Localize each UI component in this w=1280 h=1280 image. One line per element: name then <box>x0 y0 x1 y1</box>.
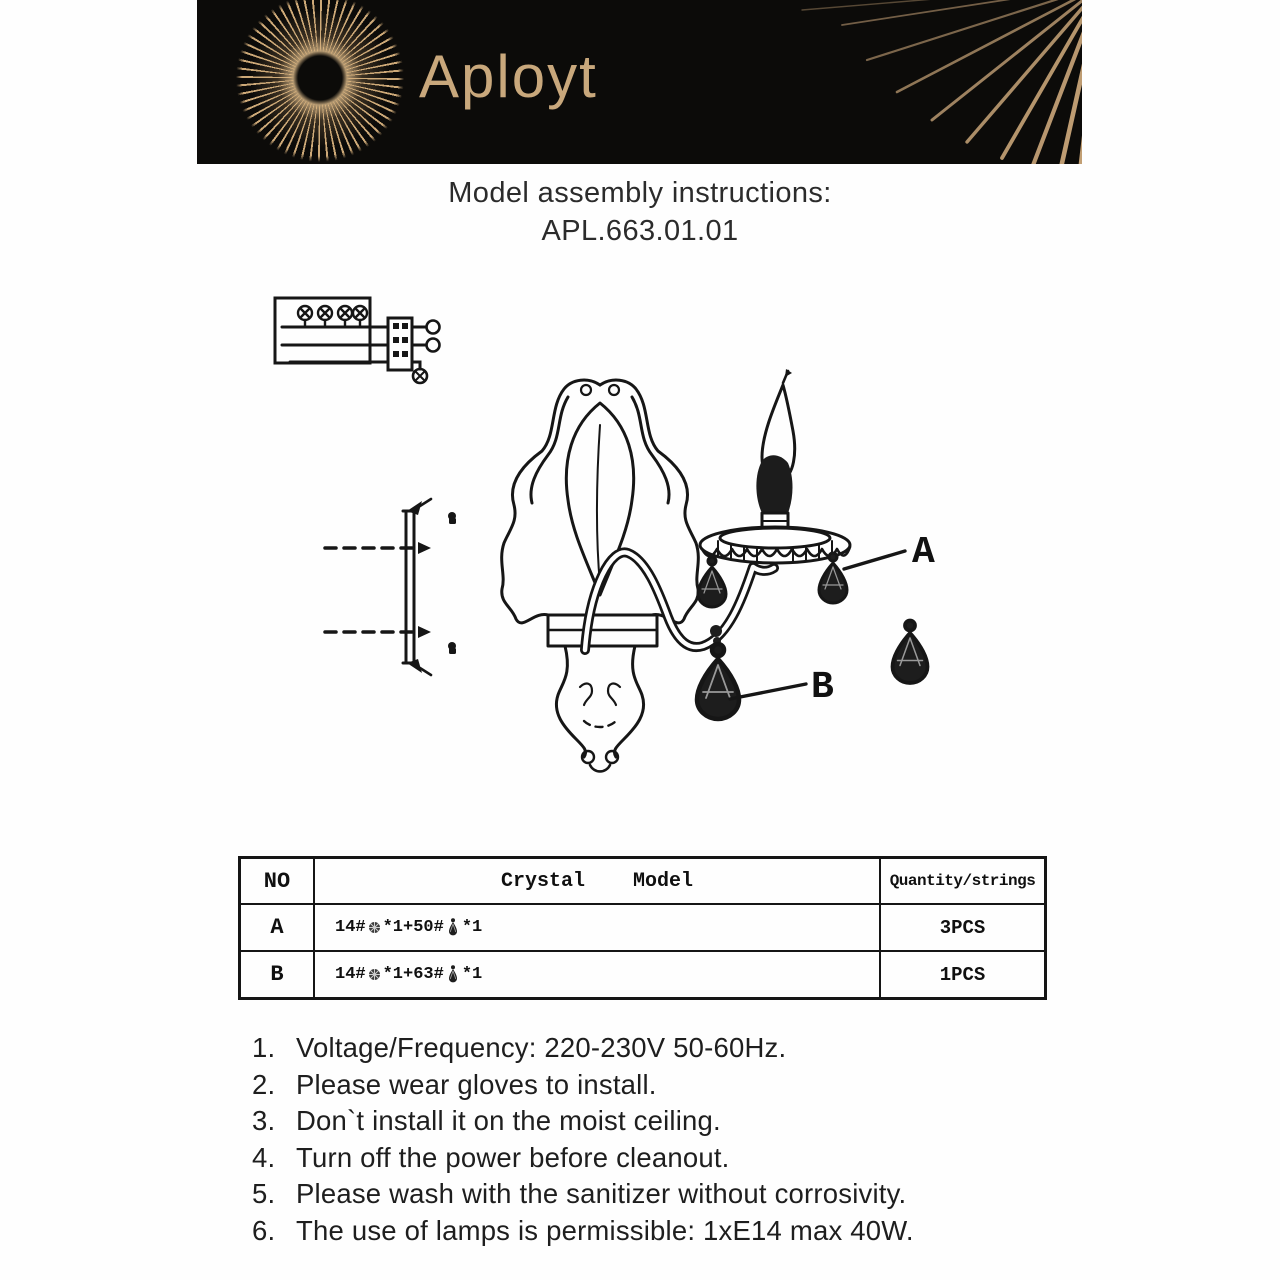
assembly-diagram <box>250 285 1010 790</box>
item-number: 1. <box>252 1032 276 1064</box>
brand-wordmark: Aployt <box>419 43 598 110</box>
sunburst-logo-icon <box>235 0 405 163</box>
mounting-bracket <box>325 499 456 675</box>
crystal-bead-icon <box>368 921 381 934</box>
crystal-parts-table <box>238 856 1047 1000</box>
table-row-b <box>241 950 1044 997</box>
rays-decoration-icon <box>682 0 1082 164</box>
list-item <box>252 1030 1082 1067</box>
item-text: Voltage/Frequency: 220-230V 50-60Hz. <box>296 1032 787 1064</box>
list-item <box>252 1067 1082 1104</box>
sconce-drawing <box>502 369 935 771</box>
loose-crystal <box>893 621 928 684</box>
row-model <box>313 952 879 997</box>
item-number: 2. <box>252 1068 276 1100</box>
item-text: Turn off the power before cleanout. <box>296 1141 730 1173</box>
row-qty: 1PCS <box>879 952 1044 997</box>
item-number: 4. <box>252 1141 276 1173</box>
item-text: Please wear gloves to install. <box>296 1068 657 1100</box>
row-model <box>313 905 879 950</box>
col-header-qty: Quantity/strings <box>879 859 1044 903</box>
wiring-diagram <box>275 298 440 383</box>
item-text: Don`t install it on the moist ceiling. <box>296 1105 721 1137</box>
crystal-drop-icon <box>446 965 460 985</box>
list-item <box>252 1103 1082 1140</box>
crystal-b-label: B <box>811 666 834 709</box>
row-no: B <box>270 962 284 987</box>
crystal-drop-icon <box>446 918 460 938</box>
item-text: Please wash with the sanitizer without corrosivity. <box>296 1178 907 1210</box>
item-number: 3. <box>252 1105 276 1137</box>
list-item <box>252 1140 1082 1177</box>
screw-icon <box>448 512 456 654</box>
instruction-list <box>252 1030 1082 1249</box>
crystal-bead-icon <box>368 968 381 981</box>
model-text: 14# <box>335 965 366 984</box>
model-text: *1+63# <box>382 965 444 984</box>
item-number: 5. <box>252 1178 276 1210</box>
col-header-no: NO <box>263 868 291 894</box>
page-title-block <box>0 174 1280 250</box>
table-row-a <box>241 903 1044 950</box>
item-text: The use of lamps is permissible: 1xE14 max 40W. <box>296 1214 914 1246</box>
brand-banner <box>197 0 1082 164</box>
model-text: 14# <box>335 918 366 937</box>
model-text: *1+50# <box>382 918 444 937</box>
crystal-b <box>697 625 739 719</box>
page-title: Model assembly instructions: <box>448 177 832 209</box>
list-item <box>252 1213 1082 1250</box>
candle <box>756 369 794 537</box>
crystal-a-label: A <box>912 531 935 574</box>
model-text: *1 <box>461 918 483 937</box>
table-header-row <box>241 859 1044 903</box>
col-header-model: Crystal Model <box>313 859 879 903</box>
row-qty: 3PCS <box>879 905 1044 950</box>
model-number: APL.663.01.01 <box>541 215 739 247</box>
row-no: A <box>270 915 284 940</box>
item-number: 6. <box>252 1214 276 1246</box>
list-item <box>252 1176 1082 1213</box>
model-text: *1 <box>461 965 483 984</box>
